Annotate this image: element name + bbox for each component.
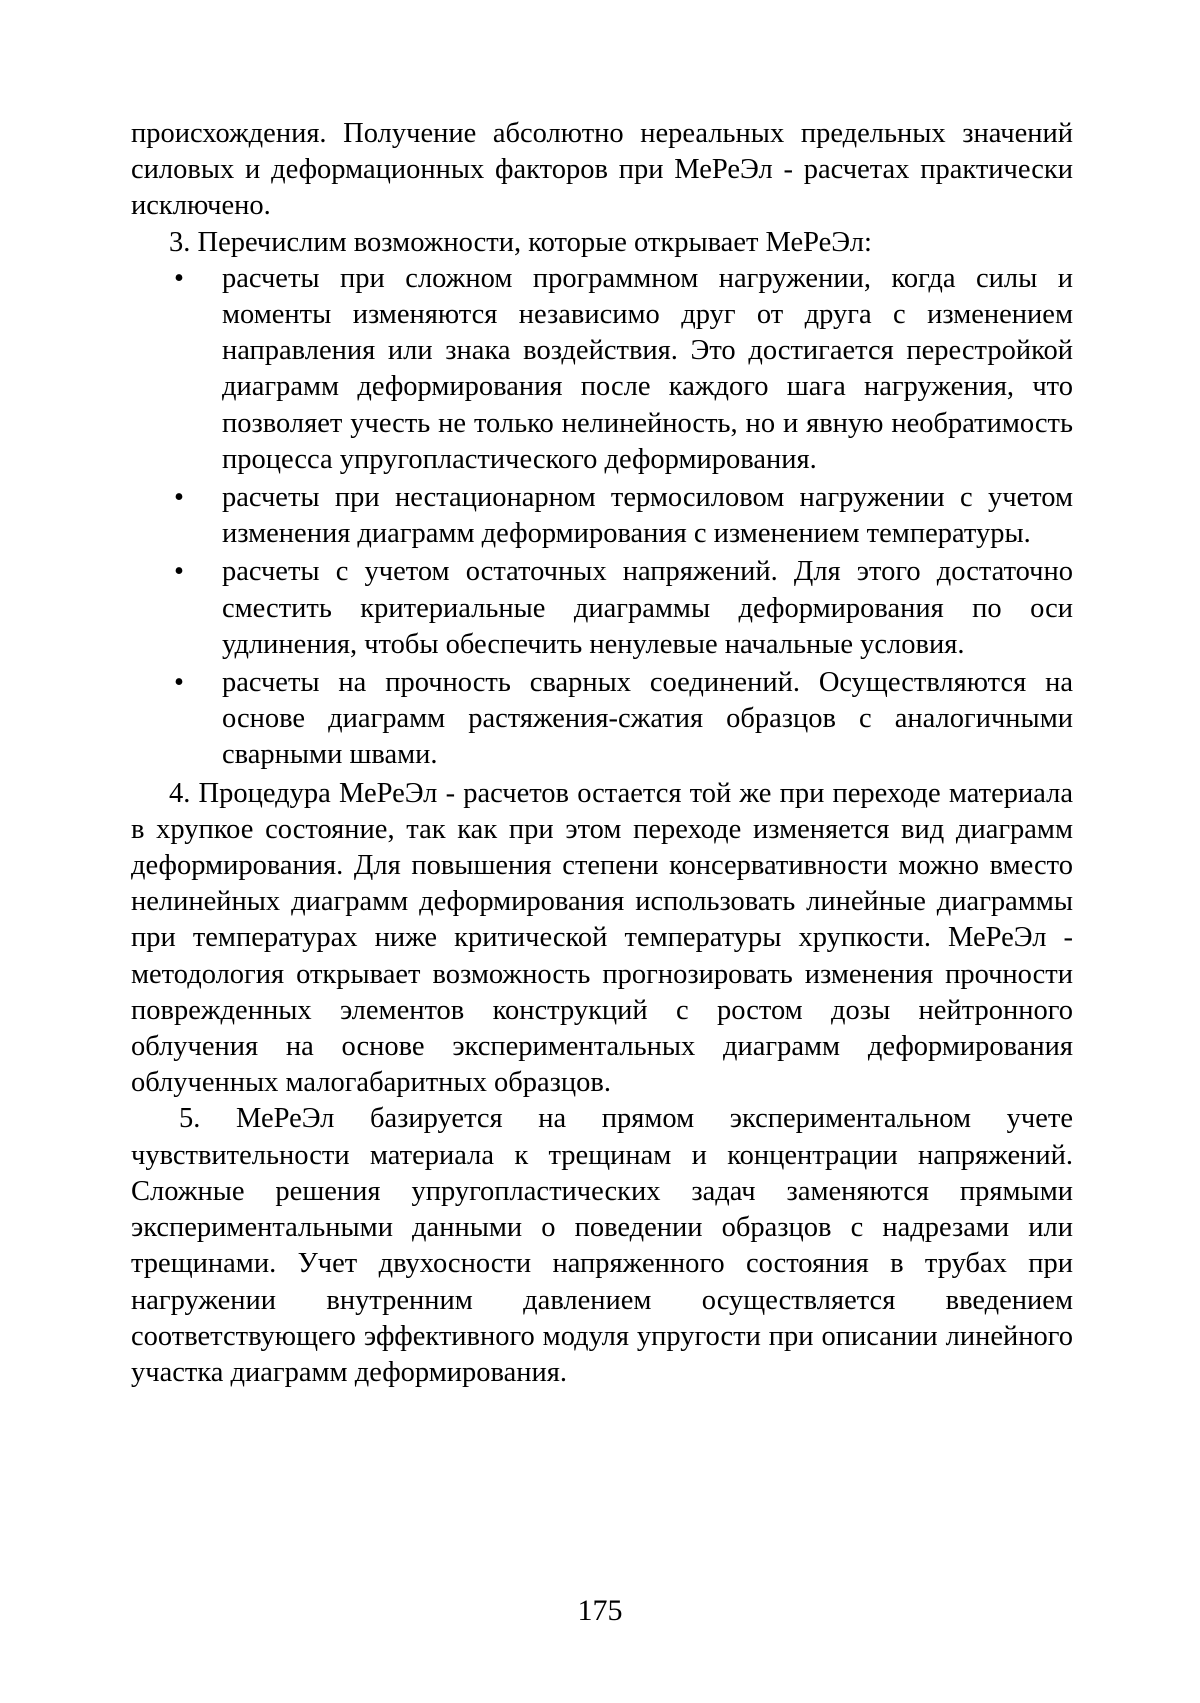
page-body [131, 116, 1073, 1391]
list-item [131, 261, 1073, 478]
list-item-text: расчеты при сложном программном нагружении, когда силы и моменты изменяются независимо друг от друга с изменением направления или знака воздействия. Это достигается перестройкой диаграмм деформирования после каждого шага нагружения, что позволяет учесть не только нелинейность, но и явную необратимость процесса упругопластического деформирования. [222, 262, 1073, 475]
paragraph-3-intro: 3. Перечислим возможности, которые открывает МеРеЭл: [169, 226, 872, 258]
bullet-icon: • [174, 667, 184, 699]
list-item [131, 665, 1073, 774]
list-item-text: расчеты с учетом остаточных напряжений. Для этого достаточно сместить критериальные диаграммы деформирования по оси удлинения, чтобы обеспечить ненулевые начальные условия. [222, 556, 1073, 660]
list-item-text: расчеты при нестационарном термосиловом нагружении с учетом изменения диаграмм деформирования с изменением температуры. [222, 482, 1073, 550]
paragraph-4: 4. Процедура МеРеЭл - расчетов остается той же при переходе материала в хрупкое состояние, так как при этом переходе изменяется вид диаграмм деформирования. Для повышения степени консервативности можно вместо нелинейных диаграмм деформирования использовать линейные диаграммы при температурах ниже критической температуры хрупкости. МеРеЭл - методология открывает возможность прогнозировать изменения прочности поврежденных элементов конструкций с ростом дозы нейтронного облучения на основе экспериментальных диаграмм деформирования облученных малогабаритных образцов. [131, 777, 1073, 1099]
paragraph-continuation: происхождения. Получение абсолютно нереальных предельных значений силовых и деформационных факторов при МеРеЭл - расчетах практически исключено. [131, 118, 1073, 222]
bullet-icon: • [174, 482, 184, 514]
bullet-icon: • [174, 262, 184, 294]
list-item-text: расчеты на прочность сварных соединений. Осуществляются на основе диаграмм растяжения-сжатия образцов с аналогичными сварными швами. [222, 667, 1073, 771]
bullet-icon: • [174, 556, 184, 588]
list-item [131, 554, 1073, 663]
paragraph-5: 5. МеРеЭл базируется на прямом экспериментальном учете чувствительности материала к трещинам и концентрации напряжений. Сложные решения упругопластических задач заменяются прямыми экспериментальными данными о поведении образцов с надрезами или трещинами. Учет двухосности напряженного состояния в трубах при нагружении внутренним давлением осуществляется введением соответствующего эффективного модуля упругости при описании линейного участка диаграмм деформирования. [131, 1103, 1073, 1388]
page-number: 175 [577, 1594, 623, 1627]
capabilities-list [131, 261, 1073, 774]
list-item [131, 480, 1073, 552]
